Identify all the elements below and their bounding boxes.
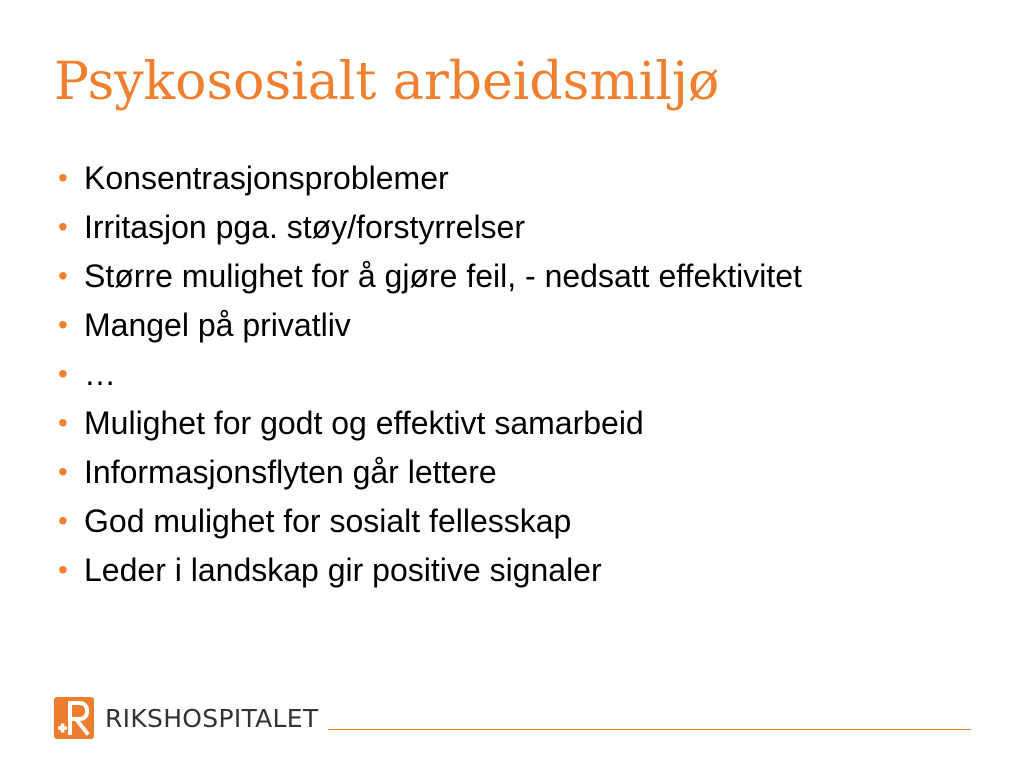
bullet-item — [58, 357, 958, 391]
bullet-dot: • — [58, 554, 68, 585]
bullet-dot: • — [58, 260, 68, 291]
bullet-text: Større mulighet for å gjøre feil, - nedsatt effektivitet — [84, 258, 802, 294]
footer-divider — [328, 729, 971, 730]
bullet-text: Leder i landskap gir positive signaler — [84, 552, 602, 588]
bullet-item — [58, 406, 958, 440]
bullet-item — [58, 259, 958, 293]
bullet-dot: • — [58, 309, 68, 340]
bullet-item — [58, 455, 958, 489]
bullet-text: … — [84, 356, 116, 392]
bullet-text: Informasjonsflyten går lettere — [84, 454, 497, 490]
bullet-dot: • — [58, 358, 68, 389]
bullet-list — [58, 161, 958, 602]
bullet-text: Mangel på privatliv — [84, 307, 351, 343]
bullet-dot: • — [58, 505, 68, 536]
rikshospitalet-logo-icon — [54, 697, 94, 739]
bullet-text: God mulighet for sosialt fellesskap — [84, 503, 572, 539]
bullet-item — [58, 210, 958, 244]
bullet-dot: • — [58, 456, 68, 487]
bullet-item — [58, 504, 958, 538]
slide-title: Psykososialt arbeidsmiljø — [54, 52, 720, 112]
footer-brand-name: RIKSHOSPITALET — [105, 704, 319, 733]
bullet-dot: • — [58, 211, 68, 242]
bullet-item — [58, 308, 958, 342]
bullet-dot: • — [58, 407, 68, 438]
bullet-item — [58, 553, 958, 587]
bullet-text: Konsentrasjonsproblemer — [84, 160, 449, 196]
bullet-dot: • — [58, 162, 68, 193]
bullet-item — [58, 161, 958, 195]
bullet-text: Irritasjon pga. støy/forstyrrelser — [84, 209, 525, 245]
logo-r-plus-icon — [54, 697, 94, 739]
bullet-text: Mulighet for godt og effektivt samarbeid — [84, 405, 644, 441]
